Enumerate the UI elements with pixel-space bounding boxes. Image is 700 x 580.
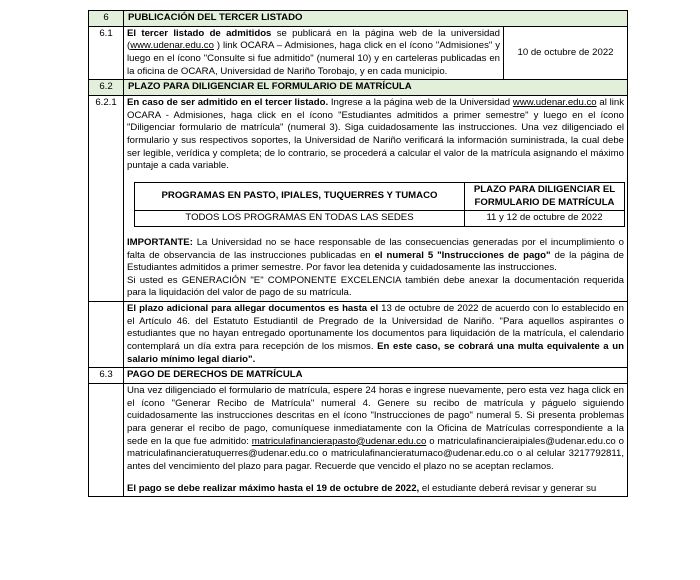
section-number: 6.3 [89, 368, 124, 384]
text: se publicará en la página web de la universidad ( [127, 27, 500, 52]
bold-text: En caso de ser admitido en el tercer listado. [127, 96, 329, 108]
cell-programs: TODOS LOS PROGRAMAS EN TODAS LAS SEDES [135, 211, 465, 227]
section-6-2-1-row [89, 95, 628, 301]
document-page [88, 10, 627, 497]
bold-text: IMPORTANTE: [127, 236, 193, 248]
text: o matriculafinancieraipiales@udenar.edu.co o matriculafinancieratuquerres@udenar.edu.co o matriculafinancieratumaco@udenar.edu.co o al celular 3217792811, antes del vencimiento del plazo para pagar. Recuerde que vencido el plazo no se aceptan reclamos. [127, 435, 624, 472]
empty-number-cell [89, 384, 124, 497]
paragraph [127, 385, 624, 474]
paragraph [127, 97, 624, 173]
bold-text: el numeral 5 "Instrucciones de pago" [374, 249, 551, 261]
row-date: 10 de octubre de 2022 [504, 26, 628, 80]
section-6-3-header [89, 368, 628, 384]
row-description [124, 26, 504, 80]
bold-text: En este caso, se cobrará una multa equivalente a un salario mínimo legal diario". [127, 341, 624, 365]
empty-number-cell [89, 302, 124, 368]
university-link[interactable]: www.udenar.edu.co [130, 40, 214, 52]
text: La Universidad no se hace responsable de las consecuencias generadas por el incumplimiento o falta de observancia de las instrucciones publicadas en [127, 236, 624, 261]
row-description [124, 384, 628, 497]
email-link[interactable]: matriculafinancierapasto@udenar.edu.co [251, 435, 427, 447]
paragraph [127, 28, 500, 79]
bold-text: El tercer listado de admitidos [127, 27, 272, 39]
text: 13 de octubre de 2022 de acuerdo con lo establecido en el Artículo 46. del Estatuto Estudiantil de Pregrado de la Universidad de Nariño. "Para aquellos aspirantes o estudiantes que no hayan entregado oportunamente los documentos para liquidación de la matrícula, el calendario contemplará un día extra para recepción de los mismos. [127, 303, 624, 353]
section-6-header [89, 11, 628, 27]
calendar-table [88, 10, 628, 497]
row-number: 6.2.1 [89, 95, 124, 301]
section-6-2-additional-row [89, 302, 628, 368]
text: Ingrese a la página web de la Universidad [328, 96, 513, 108]
cell-deadline: 11 y 12 de octubre de 2022 [465, 211, 625, 227]
section-number: 6 [89, 11, 124, 27]
text: el estudiante deberá revisar y generar su [419, 482, 597, 494]
text: Una vez diligenciado el formulario de matrícula, espere 24 horas e ingrese nuevamente, pero esta vez haga click en el ícono "Generar Recibo de Matrícula" numeral 4. Genere su recibo de matrícula y páguelo siguiendo cuidadosamente las instrucciones descritas en el ícono "Instrucciones de pago" numeral 5. Si presenta problemas para generar el recibo de pago, comuníquese inmediatamente con la Oficina de Matrículas correspondiente a la sede en la que fue admitido: [127, 385, 624, 447]
section-title: PLAZO PARA DILIGENCIAR EL FORMULARIO DE MATRÍCULA [124, 80, 628, 96]
deadline-table-row [135, 211, 625, 227]
row-number: 6.1 [89, 26, 124, 80]
text: al link OCARA - Admisiones, haga click en el ícono "Estudiantes admitidos a primer semestre" y luego en el ícono "Diligenciar formulario de matrícula" (numeral 3). Siga cuidadosamente las instrucciones. Una vez diligenciado el formulario y sus respectivos soportes, la Universidad de Nariño verificará la información suministrada, la cual debe ser legible, verídica y completa; de lo contrario, se procederá a calcular el valor de la matrícula asignando el máximo puntaje a cada variable. [127, 96, 624, 172]
section-6-3-row [89, 384, 628, 497]
spacer [127, 474, 624, 483]
header-programs: PROGRAMAS EN PASTO, IPIALES, TUQUERRES Y TUMACO [135, 182, 465, 210]
university-link[interactable]: www.udenar.edu.co [512, 96, 597, 108]
row-description [124, 302, 628, 368]
text: ) link OCARA – Admisiones, haga click en el ícono "Admisiones" y luego en el ícono "Consulte si fue admitido" (numeral 10) y en carteleras publicadas en la oficina de OCARA, Universidad de Nariño Torobajo, y en cada municipio. [127, 40, 500, 77]
important-paragraph [127, 237, 624, 275]
paragraph [127, 303, 624, 366]
header-deadline: PLAZO PARA DILIGENCIAR EL FORMULARIO DE MATRÍCULA [465, 182, 625, 210]
paragraph [127, 483, 624, 496]
section-6-2-header [89, 80, 628, 96]
deadline-table-header [135, 182, 625, 210]
bold-text: El plazo adicional para allegar documentos es hasta el [127, 303, 379, 315]
deadline-table [134, 182, 625, 227]
text: de la página de Estudiantes admitidos a primer semestre. Por favor lea detenida y cuidadosamente las instrucciones. [127, 249, 625, 274]
section-number: 6.2 [89, 80, 124, 96]
bold-text: El pago se debe realizar máximo hasta el 19 de octubre de 2022, [127, 482, 420, 494]
section-6-1-row [89, 26, 628, 80]
section-title: PUBLICACIÓN DEL TERCER LISTADO [124, 11, 628, 27]
generacion-e-paragraph: Si usted es GENERACIÓN "E" COMPONENTE EXCELENCIA también debe anexar la documentación requerida para la liquidación del valor de pago de su matrícula. [127, 274, 624, 299]
section-title: PAGO DE DERECHOS DE MATRÍCULA [124, 368, 628, 384]
row-description [124, 95, 628, 301]
